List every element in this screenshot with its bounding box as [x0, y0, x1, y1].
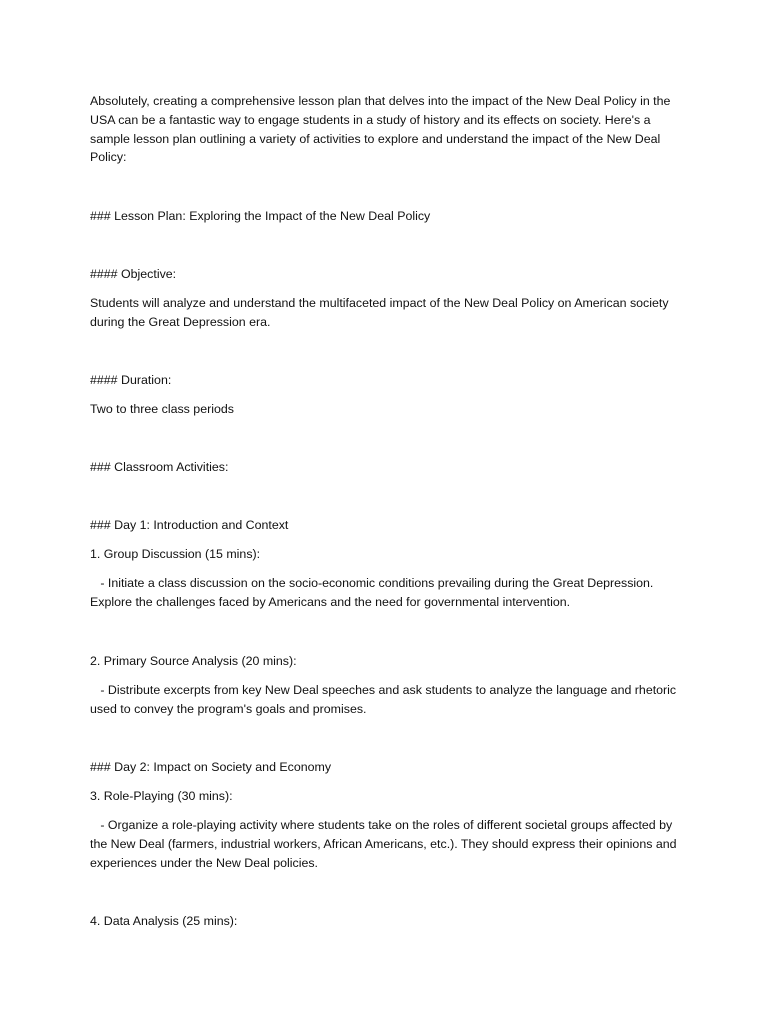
day1-heading: ### Day 1: Introduction and Context — [90, 518, 289, 532]
item1-title: 1. Group Discussion (15 mins): — [90, 547, 261, 561]
objective-text: Students will analyze and understand the multifaceted impact of the New Deal Policy on American society during the Great Depression era. — [90, 296, 669, 329]
item3-text: - Organize a role-playing activity where students take on the roles of different societal groups affected by the New Deal (farmers, industrial workers, African Americans, etc.). They should express their opinions and experiences under the New Deal policies. — [90, 818, 680, 870]
document-page — [90, 0, 680, 1024]
intro-paragraph: Absolutely, creating a comprehensive lesson plan that delves into the impact of the New Deal Policy in the USA can be a fantastic way to engage students in a study of history and its effects on society. Here's a sample lesson plan outlining a variety of activities to explore and understand the impact of the New Deal Policy: — [90, 94, 671, 165]
activities-heading: ### Classroom Activities: — [90, 460, 229, 474]
item1-text: - Initiate a class discussion on the socio-economic conditions prevailing during the Great Depression. Explore the challenges faced by Americans and the need for governmental intervention. — [90, 576, 657, 609]
objective-heading: #### Objective: — [90, 267, 177, 281]
day2-heading: ### Day 2: Impact on Society and Economy — [90, 760, 332, 774]
duration-text: Two to three class periods — [90, 402, 234, 416]
duration-heading: #### Duration: — [90, 373, 172, 387]
item3-title: 3. Role-Playing (30 mins): — [90, 789, 233, 803]
item2-title: 2. Primary Source Analysis (20 mins): — [90, 654, 297, 668]
item2-text: - Distribute excerpts from key New Deal speeches and ask students to analyze the language and rhetoric used to convey the program's goals and promises. — [90, 683, 680, 716]
lesson-title: ### Lesson Plan: Exploring the Impact of the New Deal Policy — [90, 209, 431, 223]
item4-title: 4. Data Analysis (25 mins): — [90, 914, 238, 928]
